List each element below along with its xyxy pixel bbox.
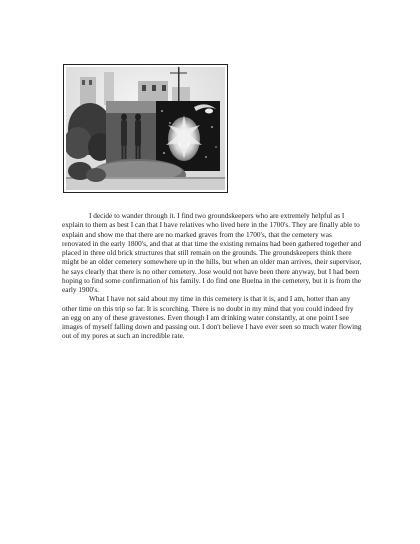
mural-photo xyxy=(63,64,228,193)
body-text xyxy=(62,211,362,341)
mural-photo-image xyxy=(66,67,225,190)
paragraph: I decide to wander through it. I find two groundskeepers who are extremely helpful as I explain to them as best I can that I have relatives who lived here in the 1700's. They are finally able to explain and show me that there are no marked graves from the 1700's, that the cemetery was renovated in the early 1800's, and that at that time the existing remains had been gathered together and placed in three old brick structures that still remain on the grounds. The groundskeepers think there might be an older cemetery somewhere up in the hills, but when an older man arrives, their supervisor, he says clearly that there is no other cemetery. Jose would not have been there anyway, but I had been hoping to find some confirmation of his family. I do find one Buelna in the cemetery, but it is from the early 1900's. xyxy=(62,211,362,294)
paragraph: What I have not said about my time in this cemetery is that it is, and I am, hotter than any other time on this trip so far. It is scorching. There is no doubt in my mind that you could indeed fry an egg on any of these gravestones. Even though I am drinking water constantly, at one point I see images of myself falling down and passing out. I don't believe I have ever seen so much water flowing out of my pores at such an incredible rate. xyxy=(62,294,362,341)
